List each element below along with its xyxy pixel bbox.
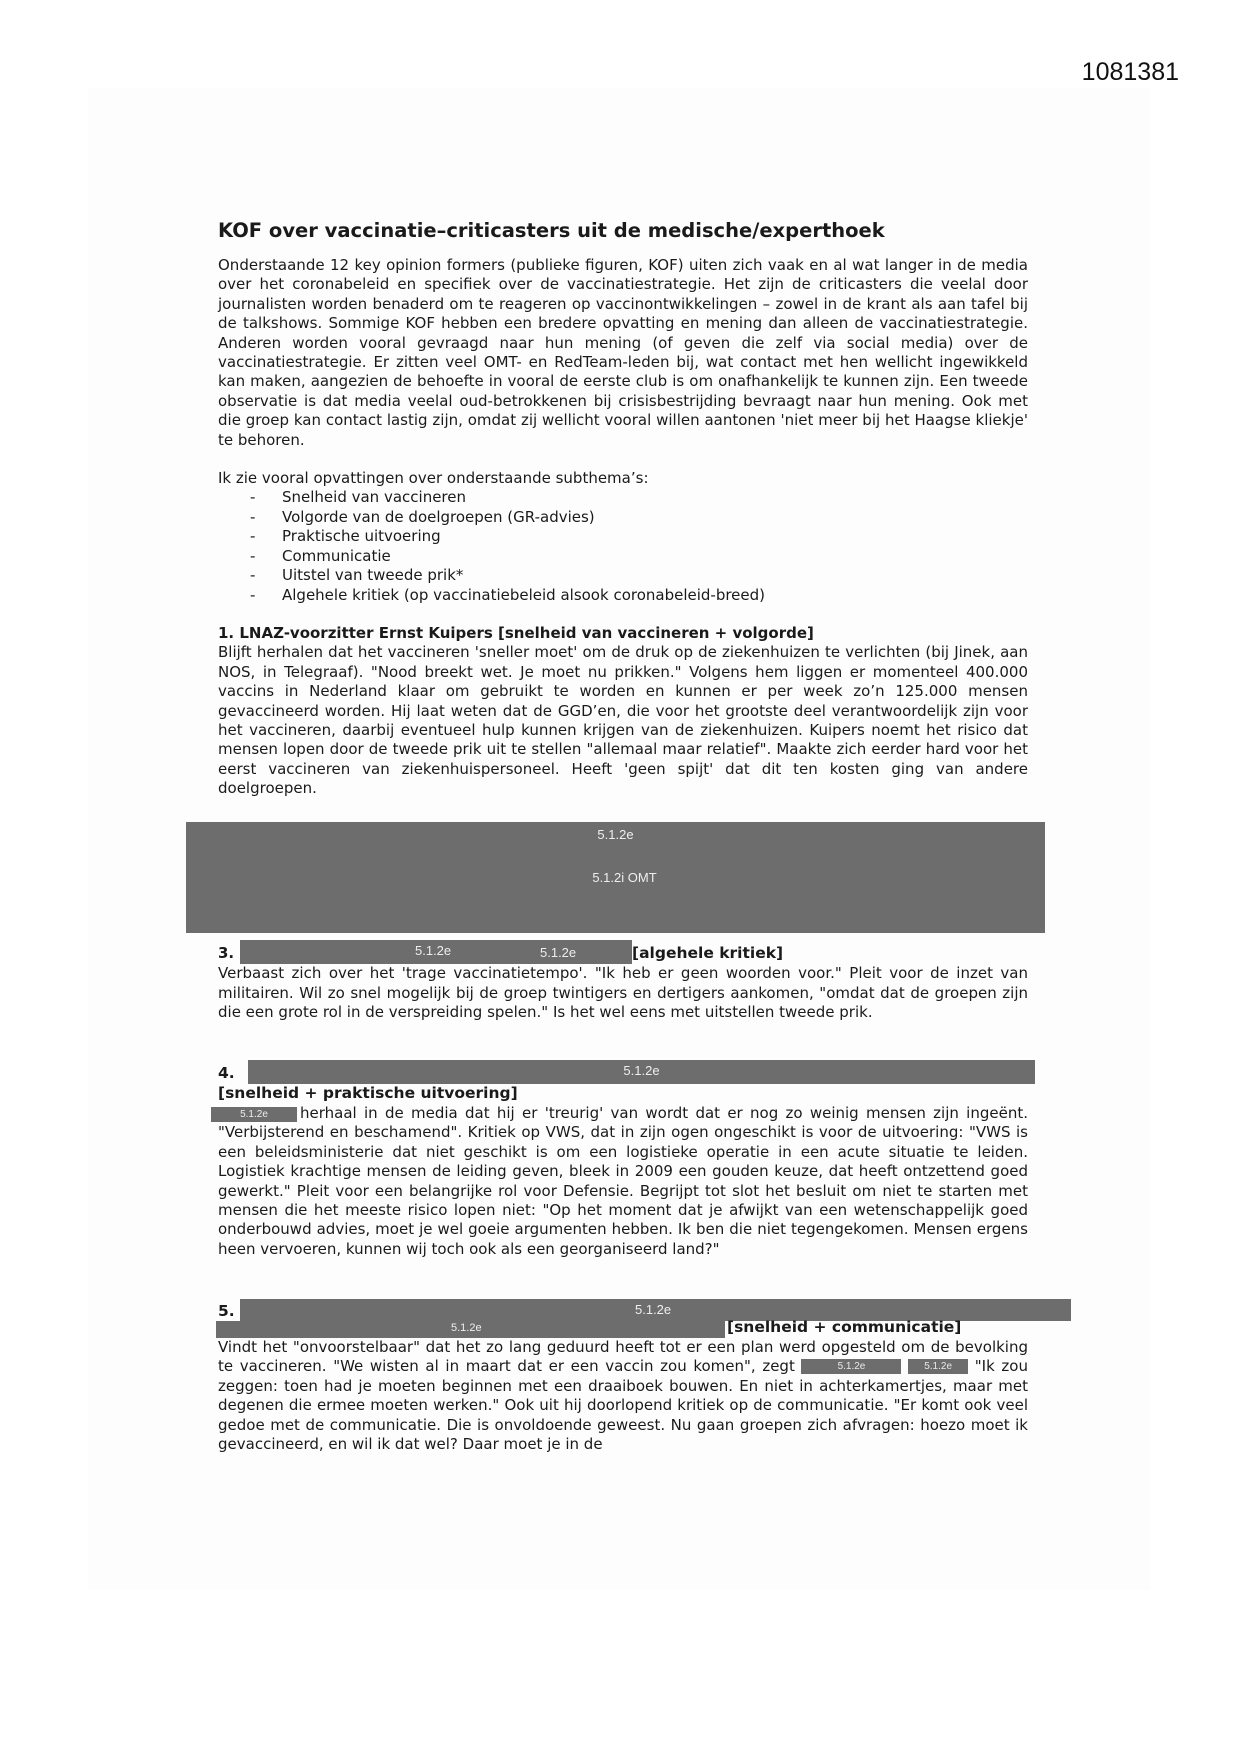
item-5-body-part2: "Ik zou zeggen: toen had je moeten beginnen met een draaiboek bouwen. En niet in achterkamertjes, maar met degenen die ermee moeten werken." Ook uit hij doorlopend kritiek op de communicatie. "Er komt ook veel gedoe met de communicatie. Die is onvoldoende geweest. Nu gaan groepen zich afvragen: hoezo moet ik gevaccineerd, en wil ik dat wel? Daar moet je in de	[218, 1357, 1028, 1454]
redaction-label: 5.1.2e	[240, 1109, 268, 1120]
item-3-tag: [algehele kritiek]	[632, 944, 784, 962]
redaction-label: 5.1.2e	[597, 827, 634, 842]
theme-item: - Communicatie	[250, 547, 1028, 566]
item-5-name-redaction-line2	[216, 1321, 725, 1338]
item-1-heading: 1. LNAZ-voorzitter Ernst Kuipers [snelheid van vaccineren + volgorde]	[218, 623, 814, 642]
redaction-label: 5.1.2e	[635, 1302, 672, 1317]
item-5-body	[218, 1338, 1028, 1454]
item-5-inline-redaction-2: 5.1.2e	[908, 1359, 968, 1374]
theme-item: - Uitstel van tweede prik*	[250, 566, 1028, 585]
item-2-redaction	[186, 822, 1045, 933]
item-5-inline-redaction-1: 5.1.2e	[801, 1359, 901, 1374]
item-5-number: 5.	[218, 1302, 235, 1320]
theme-item: - Volgorde van de doelgroepen (GR-advies)	[250, 508, 1028, 527]
theme-item: - Praktische uitvoering	[250, 527, 1028, 546]
redaction-label: 5.1.2e	[415, 943, 452, 958]
item-3-name-redaction	[240, 940, 632, 964]
page-number: 1081381	[1081, 58, 1179, 86]
theme-item: - Snelheid van vaccineren	[250, 488, 1028, 507]
themes-intro: Ik zie vooral opvattingen over onderstaande subthema’s:	[218, 469, 649, 488]
redaction-label: 5.1.2e	[623, 1063, 660, 1078]
item-4-body: herhaal in de media dat hij er 'treurig' van wordt dat er nog zo weinig mensen zijn ingeënt. "Verbijsterend en beschamend". Kritiek op VWS, dat in zijn ogen ongeschikt is voor de uitvoering: "VWS is een beleidsministerie dat niet geschikt is om een logistieke operatie in een acute situatie te leiden. Logistiek krachtige mensen de leiding geven, bleek in 2009 een gouden keuze, dat heeft ontzettend goed gewerkt." Pleit voor een belangrijke rol voor Defensie. Begrijpt tot slot het besluit om niet te starten met mensen die het meeste risico lopen niet: "Op het moment dat je afwijkt van een wetenschappelijk goed onderbouwd advies, moet je wel goeie argumenten hebben. Ik ben die niet tegengekomen. Mensen ergens heen vervoeren, kunnen wij toch ook als een georganiseerd land?"	[218, 1104, 1028, 1258]
redaction-label: 5.1.2e	[540, 945, 577, 960]
item-3-body: Verbaast zich over het 'trage vaccinatietempo'. "Ik heb er geen woorden voor." Pleit voor de inzet van militairen. Wil zo snel mogelijk bij de groep twintigers en dertigers aankomen, "omdat dat de groepen zijn die een grote rol in de verspreiding spelen." Is het wel eens met uitstellen tweede prik.	[218, 964, 1028, 1021]
item-5-tag: [snelheid + communicatie]	[727, 1318, 962, 1336]
item-1-body: Blijft herhalen dat het vaccineren 'sneller moet' om de druk op de ziekenhuizen te verlichten (bij Jinek, aan NOS, in Telegraaf). "Nood breekt wet. Je moet nu prikken." Volgens hem liggen er momenteel 400.000 vaccins in Nederland klaar om gebruikt te worden en kunnen er per week zo’n 125.000 mensen gevaccineerd worden. Hij laat weten dat de GGD’en, die voor het grootste deel verantwoordelijk zijn voor het vaccineren, daarbij eventueel hulp kunnen krijgen van de ziekenhuizen. Kuipers noemt het risico dat mensen lopen door de tweede prik uit te stellen "allemaal maar relatief". Maakte zich eerder hard voor het eerst vaccineren van ziekenhuispersoneel. Heeft 'geen spijt' dat dit ten kosten ging van andere doelgroepen.	[218, 643, 1028, 798]
page-title: KOF over vaccinatie–criticasters uit de medische/experthoek	[218, 219, 885, 242]
document-content	[218, 218, 1028, 799]
item-4-name-redaction	[248, 1060, 1035, 1084]
themes-list	[218, 488, 1028, 604]
item-5-body-part1: Vindt het "onvoorstelbaar" dat het zo lang geduurd heeft tot er een plan werd opgesteld om de bevolking te vaccineren. "We wisten al in maart dat er een vaccin zou komen", zegt	[218, 1338, 1028, 1376]
item-4-number: 4.	[218, 1064, 235, 1082]
redaction-label: 5.1.2e	[451, 1322, 482, 1334]
item-3-number: 3.	[218, 944, 235, 962]
redaction-label: 5.1.2i OMT	[592, 870, 657, 885]
theme-item: - Algehele kritiek (op vaccinatiebeleid alsook coronabeleid-breed)	[250, 586, 1028, 605]
item-4-tag: [snelheid + praktische uitvoering]	[218, 1084, 518, 1102]
intro-paragraph: Onderstaande 12 key opinion formers (publieke figuren, KOF) uiten zich vaak en al wat langer in de media over het coronabeleid en specifiek over de vaccinatiestrategie. Het zijn de criticasters die veelal door journalisten worden benaderd om te reageren op vaccinontwikkelingen – zowel in de krant als aan tafel bij de talkshows. Sommige KOF hebben een bredere opvatting en mening dan alleen de vaccinatiestrategie. Anderen worden vooral gevraagd naar hun mening (of geven die zelf via social media) over de vaccinatiestrategie. Er zitten veel OMT- en RedTeam-leden bij, wat contact met hen wellicht ingewikkeld kan maken, aangezien de behoefte in vooral de eerste club is om onafhankelijk te kunnen zijn. Een tweede observatie is dat media veelal oud-betrokkenen bij crisisbestrijding bevraagt naar hun mening. Ook met die groep kan contact lastig zijn, omdat zij wellicht vooral willen aantonen 'niet meer bij het Haagse kliekje' te behoren.	[218, 256, 1028, 449]
